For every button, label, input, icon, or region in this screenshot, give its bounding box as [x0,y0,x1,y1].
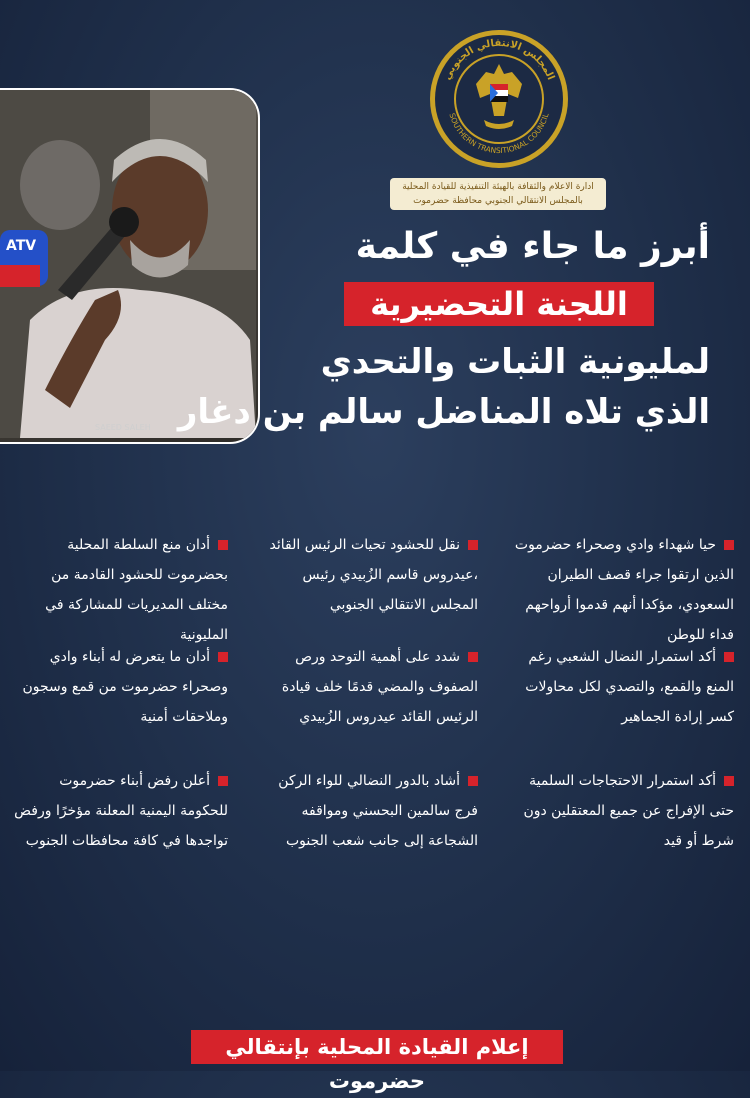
bullet-icon [218,652,228,662]
title-line-4: الذي تلاه المناضل سالم بن دغار [177,392,710,432]
mic-label: ATV [6,238,37,254]
bullet-icon [468,776,478,786]
point-5 [258,642,478,732]
logo-subtitle [390,178,606,210]
speaker-photo [0,88,260,444]
point-text: أكد استمرار الاحتجاجات السلمية حتى الإفراج عن جميع المعتقلين دون شرط أو قيد [523,773,734,849]
point-4 [514,642,734,732]
bullet-icon [218,540,228,550]
bullet-icon [724,540,734,550]
point-9 [8,766,228,856]
point-text: أكد استمرار النضال الشعبي رغم المنع والقمع، والتصدي لكل محاولات كسر إرادة الجماهير [525,649,734,725]
point-7 [514,766,734,856]
point-2 [258,530,478,620]
point-text: حيا شهداء وادي وصحراء حضرموت الذين ارتقوا جراء قصف الطيران السعودي، مؤكدا أنهم قدموا أرواحهم فداء للوطن [514,537,734,643]
point-text: أدان منع السلطة المحلية بحضرموت للحشود القادمة من مختلف المديريات للمشاركة في المليونية [45,537,228,643]
logo-english-text: SOUTHERN TRANSITIONAL COUNCIL [447,112,551,156]
bullet-icon [218,776,228,786]
title-line-3: لمليونية الثبات والتحدي [320,342,710,382]
point-text: أدان ما يتعرض له أبناء وادي وصحراء حضرموت من قمع وسجون وملاحقات أمنية [22,649,228,725]
bullet-icon [468,652,478,662]
logo-subtitle-line1: ادارة الاعلام والثقافة بالهيئة التنفيذية للقيادة المحلية [402,182,594,192]
point-1 [514,530,734,650]
photo-credit: SAEED SALEH [95,423,151,432]
logo-arabic-text: المجلس الانتقالي الجنوبي [441,37,557,82]
stc-logo [428,28,570,170]
title-highlight: اللجنة التحضيرية [344,282,654,326]
point-text: شدد على أهمية التوحد ورص الصفوف والمضي قدمًا خلف قيادة الرئيس القائد عيدروس الزُبيدي [281,649,478,725]
point-text: أعلن رفض أبناء حضرموت للحكومة اليمنية المعلنة مؤخرًا ورفض تواجدها في كافة محافظات الجنوب [14,773,228,849]
title-line-1: أبرز ما جاء في كلمة [355,226,710,267]
footer-banner: إعلام القيادة المحلية بإنتقالي حضرموت [191,1030,563,1064]
point-3 [8,530,228,650]
logo-subtitle-line2: بالمجلس الانتقالي الجنوبي محافظة حضرموت [413,196,583,206]
point-text: أشاد بالدور النضالي للواء الركن فرج سالمين البحسني ومواقفه الشجاعة إلى جانب شعب الجنوب [278,773,478,849]
point-text: نقل للحشود تحيات الرئيس القائد ،عيدروس قاسم الزُبيدي رئيس المجلس الانتقالي الجنوبي [269,537,478,613]
bullet-icon [724,652,734,662]
bullet-icon [468,540,478,550]
point-8 [258,766,478,856]
bullet-icon [724,776,734,786]
speaker-illustration [0,90,256,438]
point-6 [8,642,228,732]
